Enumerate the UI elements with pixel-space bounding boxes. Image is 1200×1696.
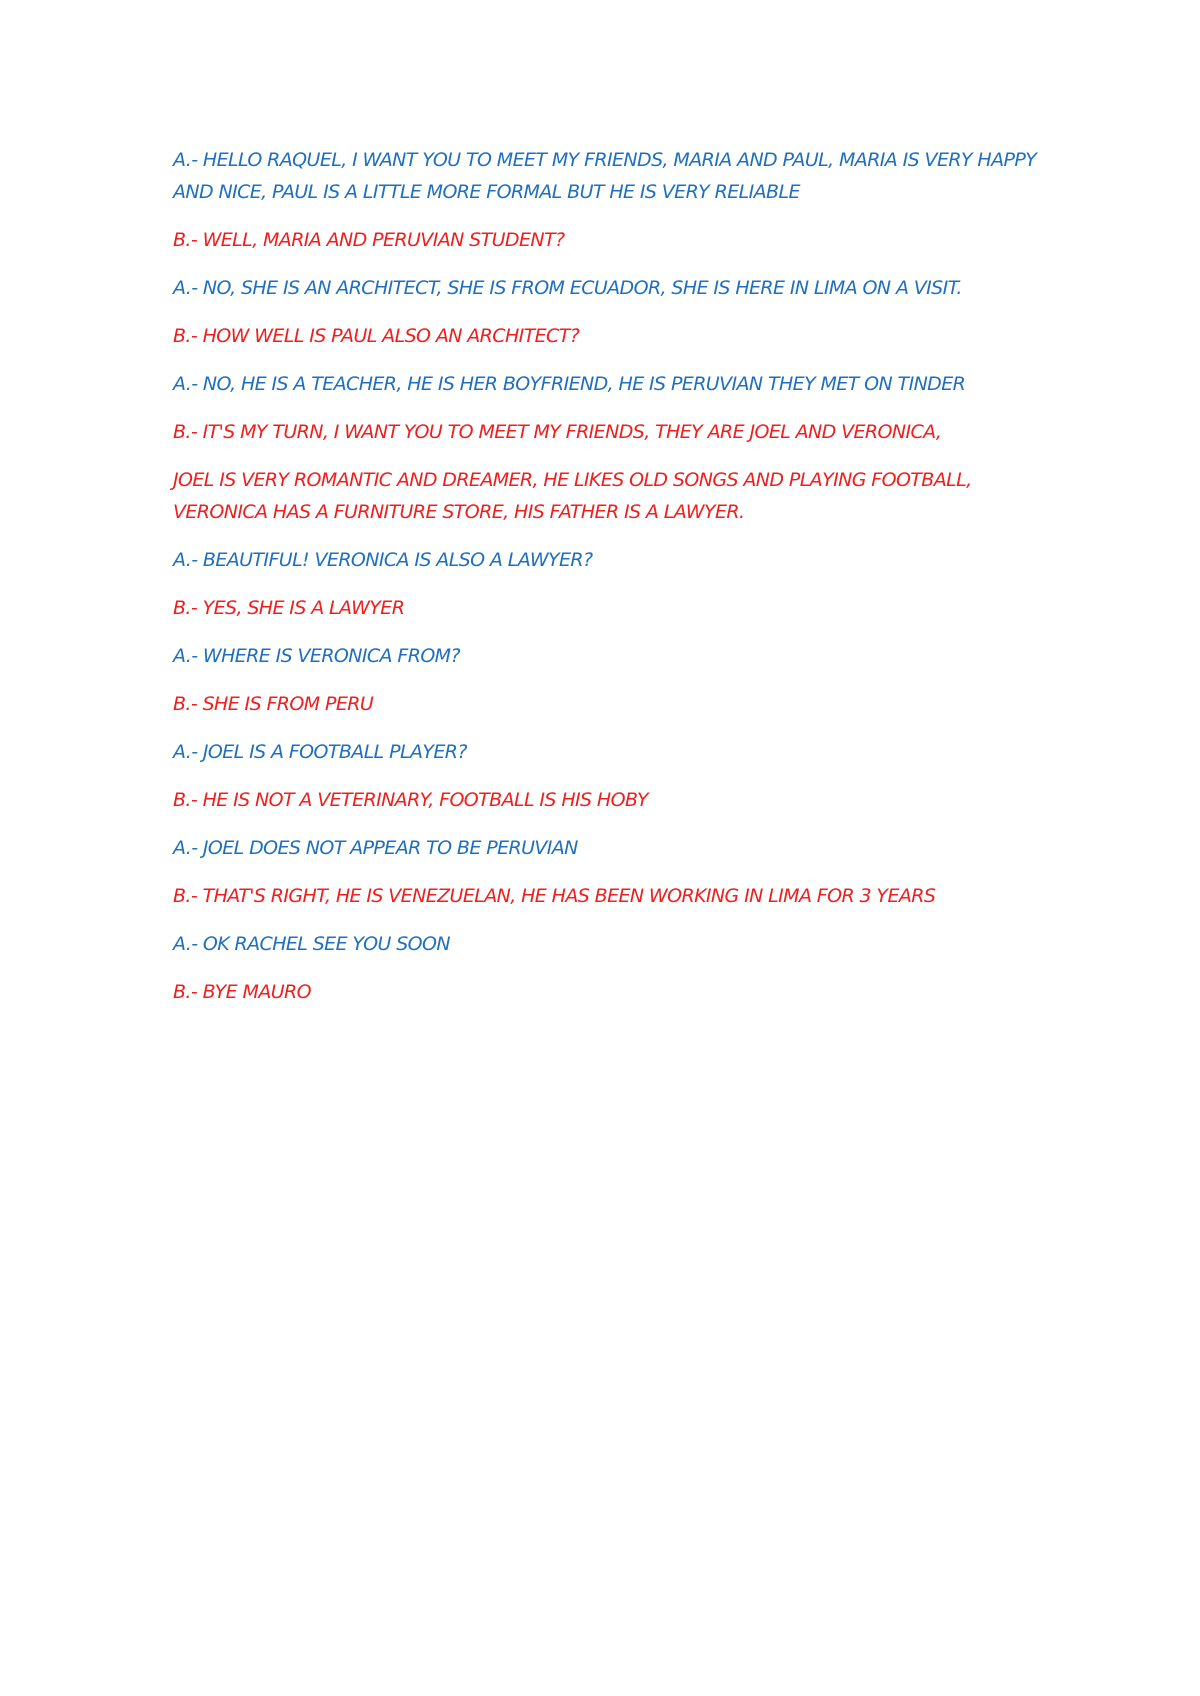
dialogue-line-a: A.- OK RACHEL SEE YOU SOON — [173, 933, 450, 955]
dialogue-line-b: B.- BYE MAURO — [173, 981, 311, 1003]
dialogue-body — [173, 144, 1053, 1024]
dialogue-line-a: A.- NO, HE IS A TEACHER, HE IS HER BOYFRIEND, HE IS PERUVIAN THEY MET ON TINDER — [173, 373, 966, 395]
dialogue-line-a: A.- WHERE IS VERONICA FROM? — [173, 645, 460, 667]
dialogue-line-a: A.- JOEL DOES NOT APPEAR TO BE PERUVIAN — [173, 837, 578, 859]
dialogue-line-a: A.- NO, SHE IS AN ARCHITECT, SHE IS FROM ECUADOR, SHE IS HERE IN LIMA ON A VISIT. — [173, 277, 962, 299]
dialogue-line-a: A.- HELLO RAQUEL, I WANT YOU TO MEET MY FRIENDS, MARIA AND PAUL, MARIA IS VERY HAPPY AND NICE, PAUL IS A LITTLE MORE FORMAL BUT HE IS VERY RELIABLE — [173, 149, 1037, 203]
dialogue-line-b: B.- THAT'S RIGHT, HE IS VENEZUELAN, HE HAS BEEN WORKING IN LIMA FOR 3 YEARS — [173, 885, 936, 907]
dialogue-line-a: A.- BEAUTIFUL! VERONICA IS ALSO A LAWYER? — [173, 549, 593, 571]
dialogue-line-b: B.- IT'S MY TURN, I WANT YOU TO MEET MY FRIENDS, THEY ARE JOEL AND VERONICA, — [173, 421, 942, 443]
dialogue-line-b: B.- WELL, MARIA AND PERUVIAN STUDENT? — [173, 229, 565, 251]
dialogue-line-b: B.- YES, SHE IS A LAWYER — [173, 597, 405, 619]
dialogue-line-a: A.- JOEL IS A FOOTBALL PLAYER? — [173, 741, 467, 763]
dialogue-line-b: B.- SHE IS FROM PERU — [173, 693, 374, 715]
dialogue-line-b: B.- HOW WELL IS PAUL ALSO AN ARCHITECT? — [173, 325, 580, 347]
dialogue-line-b: JOEL IS VERY ROMANTIC AND DREAMER, HE LIKES OLD SONGS AND PLAYING FOOTBALL, VERONICA HAS A FURNITURE STORE, HIS FATHER IS A LAWYER. — [173, 469, 972, 523]
dialogue-line-b: B.- HE IS NOT A VETERINARY, FOOTBALL IS HIS HOBY — [173, 789, 649, 811]
